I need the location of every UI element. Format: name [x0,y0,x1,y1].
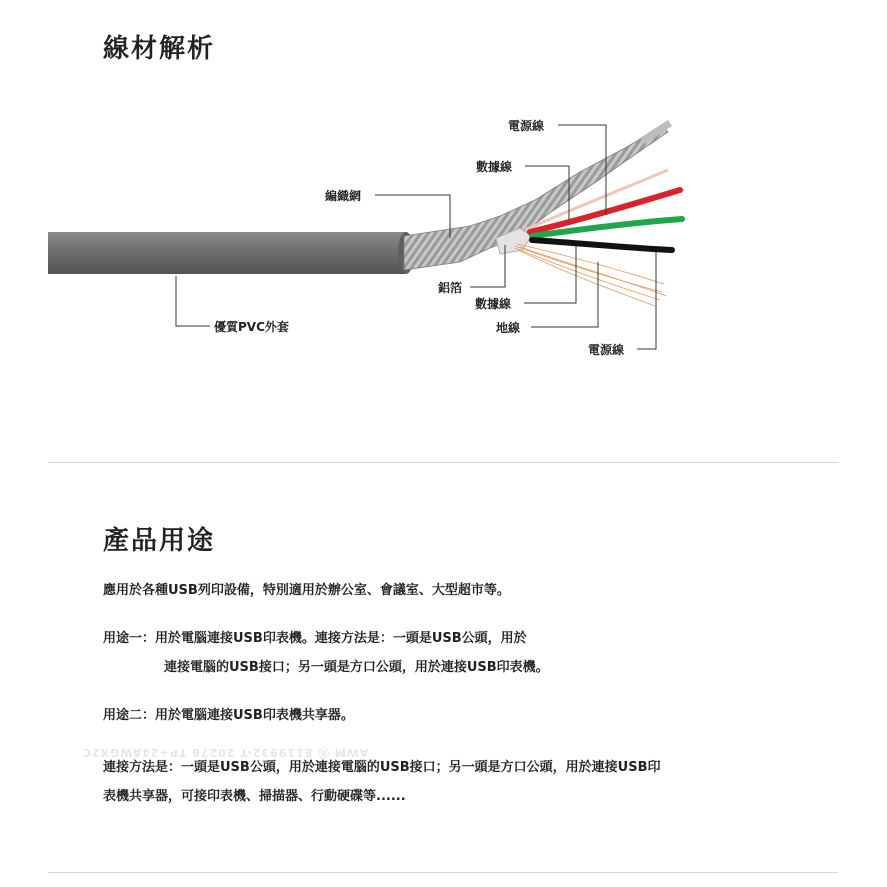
wire-black [532,240,672,250]
label-aluminium-foil: 鋁箔 [438,281,463,295]
use-two-text: 用途二：用於電腦連接USB印表機共享器。 [103,708,354,723]
cable-print-text: AWM Ⓡ E119932-T 20276 TP+24AWGX2C [81,746,369,759]
copper-strands [515,244,666,306]
pvc-jacket [48,232,414,760]
use-one-line-1: 用途一：用於電腦連接USB印表機。連接方法是：一頭是USB公頭，用於 [103,631,527,646]
connect-method-line-1: 連接方法是：一頭是USB公頭，用於連接電腦的USB接口；另一頭是方口公頭，用於連接USB印 [103,760,661,775]
label-braided-shield: 編織網 [325,189,362,203]
section-divider-bottom [48,872,838,873]
section-divider [48,462,838,463]
label-pvc-jacket: 優質PVC外套 [214,320,289,334]
label-data-wire-bottom: 數據線 [475,297,512,311]
label-power-wire-top: 電源線 [508,119,545,133]
use-one-line-2: 連接電腦的USB接口；另一頭是方口公頭，用於連接USB印表機。 [164,660,549,675]
label-power-wire-bottom: 電源線 [588,343,625,357]
intro-text: 應用於各種USB列印設備，特別適用於辦公室、會議室、大型超市等。 [103,583,510,598]
section-title-cable-analysis: 線材解析 [103,34,216,64]
section-title-product-use: 產品用途 [103,526,216,556]
connect-method-line-2: 表機共享器，可接印表機、掃描器、行動硬碟等...... [103,789,406,804]
label-ground-wire: 地線 [496,321,521,335]
label-data-wire-top: 數據線 [476,160,513,174]
